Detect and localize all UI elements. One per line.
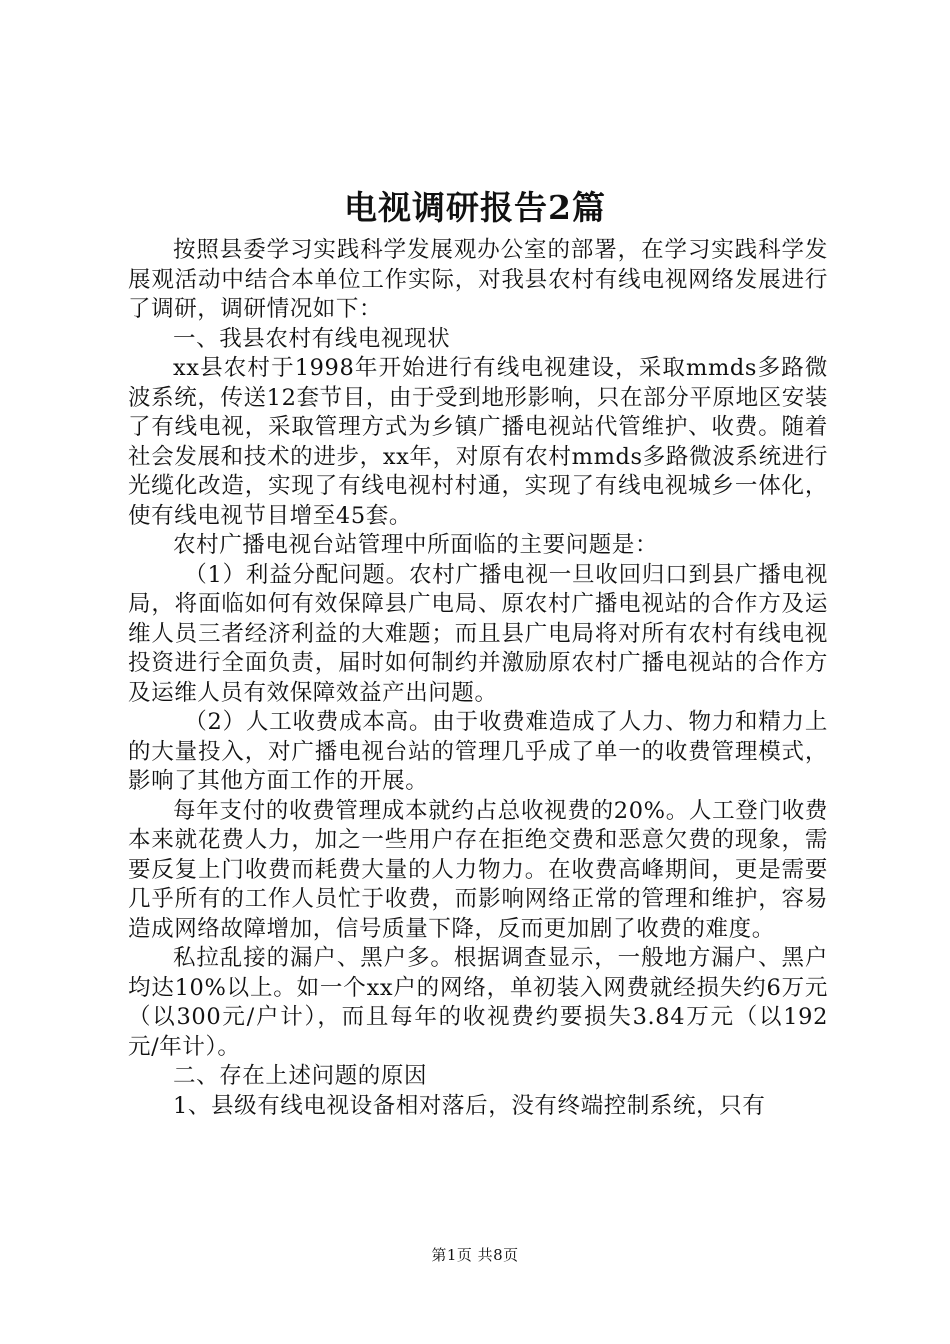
paragraph-problem-2: （2）人工收费成本高。由于收费难造成了人力、物力和精力上的大量投入，对广播电视台站的管理几乎成了单一的收费管理模式，影响了其他方面工作的开展。 <box>128 709 828 794</box>
paragraph-illegal-users: 私拉乱接的漏户、黑户多。根据调查显示，一般地方漏户、黑户均达10%以上。如一个xx户的网络，单初装入网费就经损失约6万元（以300元/户计），而且每年的收视费约要损失3.84万元（以192元/年计）。 <box>128 945 828 1060</box>
document-body <box>128 236 828 1121</box>
paragraph-cost: 每年支付的收费管理成本就约占总收视费的20%。人工登门收费本来就花费人力，加之一些用户存在拒绝交费和恶意欠费的现象，需要反复上门收费而耗费大量的人力物力。在收费高峰期间，更是需要几乎所有的工作人员忙于收费，而影响网络正常的管理和维护，容易造成网络故障增加，信号质量下降，反而更加剧了收费的难度。 <box>128 797 828 942</box>
document-title: 电视调研报告2篇 <box>344 188 606 227</box>
section-heading-1: 一、我县农村有线电视现状 <box>173 325 451 352</box>
paragraph-problems-intro: 农村广播电视台站管理中所面临的主要问题是： <box>173 532 659 558</box>
paragraph-reason-1: 1、县级有线电视设备相对落后，没有终端控制系统，只有 <box>173 1092 766 1119</box>
paragraph-status: xx县农村于1998年开始进行有线电视建设，采取mmds多路微波系统，传送12套节目，由于受到地形影响，只在部分平原地区安装了有线电视，采取管理方式为乡镇广播电视站代管维护、收费。随着社会发展和技术的进步，xx年，对原有农村mmds多路微波系统进行光缆化改造，实现了有线电视村村通，实现了有线电视城乡一体化，使有线电视节目增至45套。 <box>128 355 828 529</box>
paragraph-intro: 按照县委学习实践科学发展观办公室的部署，在学习实践科学发展观活动中结合本单位工作实际，对我县农村有线电视网络发展进行了调研，调研情况如下： <box>128 237 828 322</box>
section-heading-2: 二、存在上述问题的原因 <box>173 1063 428 1089</box>
page-footer: 第1页 共8页 <box>431 1246 519 1264</box>
paragraph-problem-1: （1）利益分配问题。农村广播电视一旦收回归口到县广播电视局，将面临如何有效保障县广电局、原农村广播电视站的合作方及运维人员三者经济利益的大难题；而且县广电局将对所有农村有线电视投资进行全面负责，届时如何制约并激励原农村广播电视站的合作方及运维人员有效保障效益产出问题。 <box>128 561 828 706</box>
